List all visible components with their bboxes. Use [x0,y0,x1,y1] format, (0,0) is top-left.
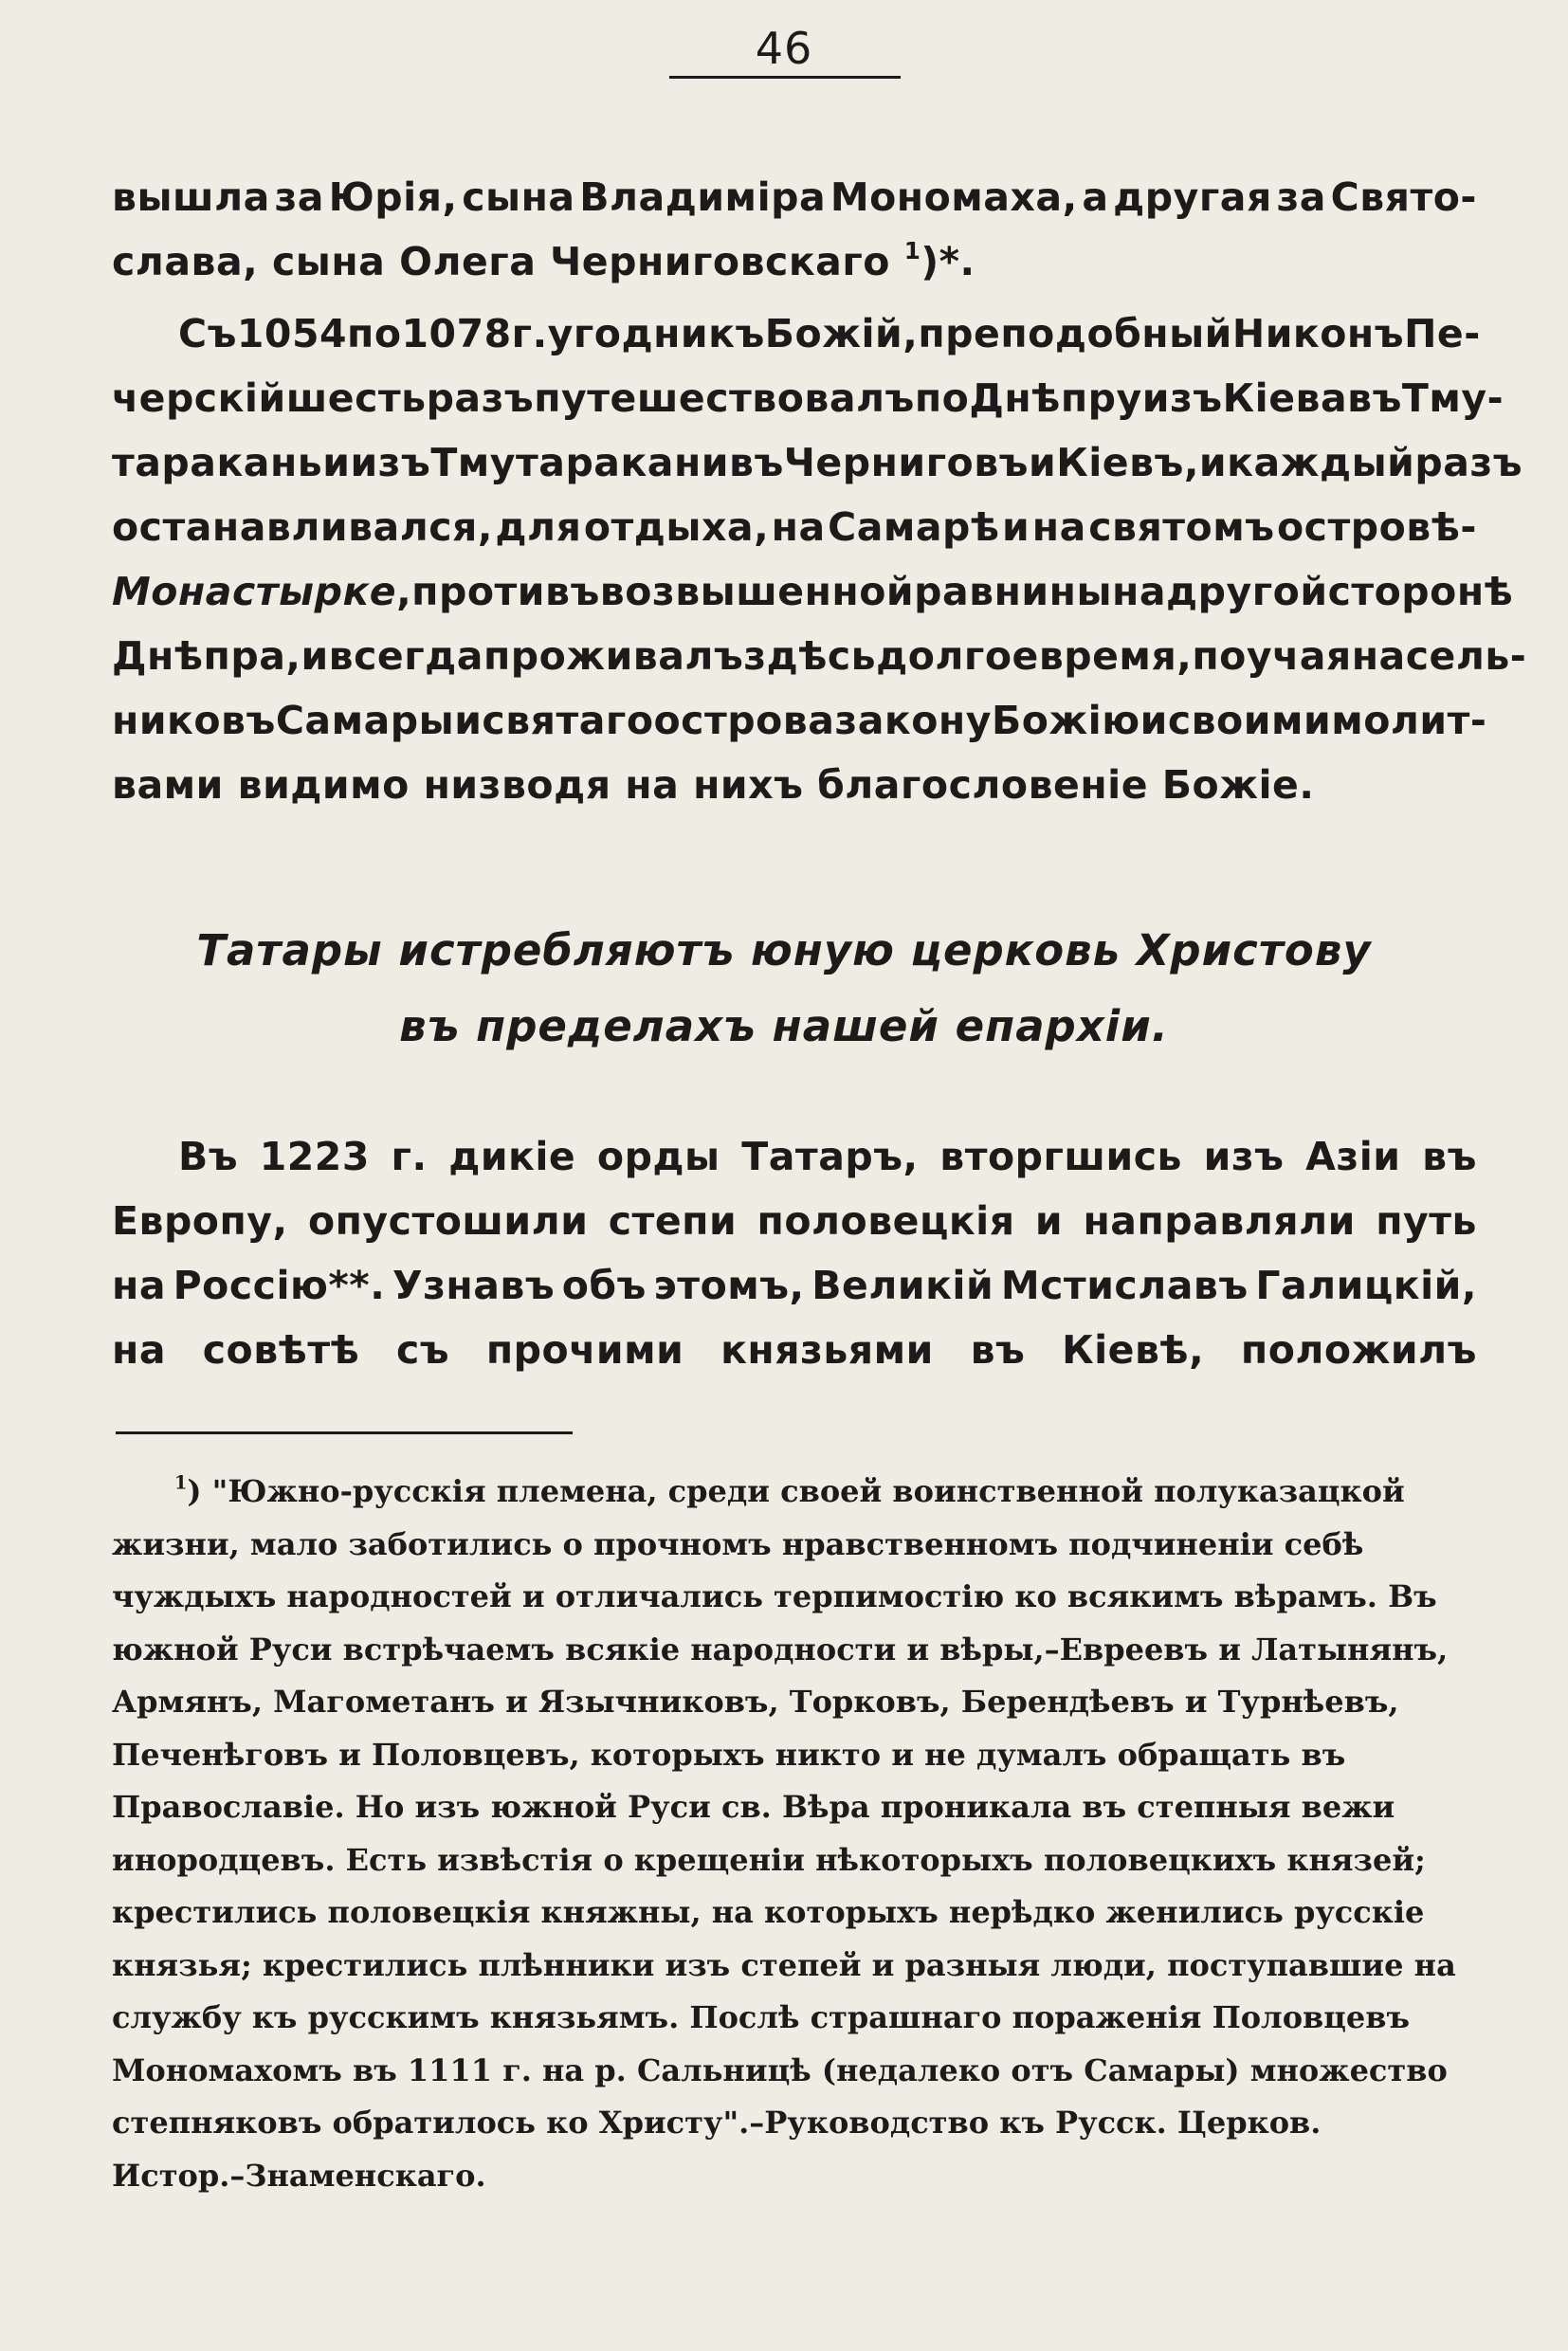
word: и [1140,698,1168,743]
word: никовъ [112,698,276,743]
footnote-line: Армянъ, Магометанъ и Язычниковъ, Торковъ, Берендѣевъ и Турнѣевъ, [112,1684,1399,1720]
word: Божій, [764,311,919,356]
word: угодникъ [547,311,765,356]
word: островѣ- [1277,504,1477,550]
footnote-marker: 1 [174,1471,188,1494]
footnote-line: Печенѣговъ и Половцевъ, которыхъ никто и не думалъ обращать въ [112,1736,1346,1773]
paragraph-line [112,495,1477,559]
word: въ [970,1327,1026,1373]
word: прочими [485,1327,684,1373]
footnote-line: князья; крестились плѣнники изъ степей и разныя люди, поступавшие на [112,1946,1456,1983]
word: Днѣпра, [112,633,301,679]
word: по [347,311,402,356]
word: 1223 [259,1134,370,1179]
word: Пе- [1404,311,1481,356]
word: Юрія, [328,174,458,220]
footnote-line: инородцевъ. Есть извѣстія о крещеніи нѣкоторыхъ половецкихъ князей; [112,1841,1426,1878]
word: на [1112,569,1167,614]
word: черскій [112,375,286,421]
word: этомъ, [653,1263,805,1308]
word: въ [729,440,784,485]
word: здѣсь [743,633,877,679]
heading-line: въ пределахъ нашей епархіи. [399,1001,1169,1051]
word: разъ [1414,440,1523,485]
word: таракань [112,440,323,485]
word: и [1002,504,1030,550]
word: для [495,504,582,550]
word: Божію [991,698,1140,743]
word: острова [653,698,835,743]
word: Съ [178,311,237,356]
word: и [1028,440,1057,485]
word: возвышенной [599,569,915,614]
word: шесть [285,375,427,421]
word: за [1276,174,1326,220]
word: отдыха, [583,504,770,550]
word: проживалъ [483,633,744,679]
word: совѣтѣ [202,1327,360,1373]
word: Татаръ, [741,1134,919,1179]
word: путешествовалъ [534,375,915,421]
word: опустошили [307,1198,589,1244]
word: за [274,174,324,220]
word: г. [511,311,548,356]
word: изъ [1141,375,1223,421]
word: Узнавъ [392,1263,556,1308]
word: сторонѣ [1327,569,1514,614]
word: изъ [1203,1134,1285,1179]
word: вторгшись [939,1134,1182,1179]
paragraph-line [112,559,1514,624]
word: 1054 [236,311,348,356]
paragraph-line [112,1253,1477,1318]
italic-word: Монастырке [112,569,397,614]
footnote-line: службу къ русскимъ князьямъ. Послѣ страшнаго пораженія Половцевъ [112,1999,1411,2035]
paragraph-3 [112,1124,1477,1382]
word: Великій [811,1263,994,1308]
word: преподобный [918,311,1232,356]
footnote-line: южной Руси встрѣчаемъ всякіе народности и вѣры,–Евреевъ и Латынянъ, [112,1631,1449,1668]
word: вышла [112,174,270,220]
word: другой [1166,569,1328,614]
paragraph-line [112,165,1477,229]
heading-line: Татары истребляютъ юную церковь Христову [196,925,1372,975]
word: изъ [350,440,431,485]
word: объ [561,1263,647,1308]
word: на [112,1327,166,1373]
word: другая [1113,174,1272,220]
section-heading [0,913,1568,1065]
paragraph-line [112,1189,1477,1253]
word: 1078 [401,311,512,356]
word: Никонъ [1231,311,1405,356]
word: по [914,375,970,421]
word: Мономаха, [830,174,1078,220]
word: Азіи [1305,1134,1401,1179]
line-text: слава, сына Олега Черниговскаго [112,239,904,284]
word: на [112,1263,166,1308]
word: молит- [1331,698,1487,743]
word: и [1198,440,1228,485]
line-text: ) "Южно-русскія племена, среди своей воинственной полуказацкой [187,1473,1405,1509]
paragraph-line [112,624,1527,688]
word: Самары [275,698,455,743]
word: каждый [1227,440,1415,485]
paragraph-2 [112,301,1527,817]
word: Галицкій, [1255,1263,1477,1308]
footnote [112,1466,1477,2202]
paragraph-1 [112,165,1477,294]
word: Кіева [1222,375,1348,421]
page-number: 46 [755,23,813,74]
footnote-line: Православіе. Но изъ южной Руси св. Вѣра проникала въ степныя вежи [112,1789,1395,1825]
line-text: )*. [921,239,975,284]
word: Россію**. [173,1263,386,1308]
word: Владиміра [579,174,827,220]
word: половецкія [757,1198,1015,1244]
word: Кіевѣ, [1062,1327,1205,1373]
word: насель- [1351,633,1527,679]
word: въ [1347,375,1402,421]
word: направляли [1083,1198,1356,1244]
word: и [322,440,351,485]
word: а [1082,174,1109,220]
footnote-line: крестились половецкія княжны, на которыхъ нерѣдко женились русскіе [112,1894,1425,1930]
footnote-line: Истор.–Знаменскаго. [112,2157,486,2194]
footnote-line [112,1466,1477,1519]
paragraph-line [112,1124,1477,1189]
word: Самарѣ [828,504,1000,550]
word: Свято- [1330,174,1477,220]
word: своими [1167,698,1332,743]
word: долгое [876,633,1039,679]
footnote-line: жизни, мало заботились о прочномъ нравственномъ подчиненіи себѣ [112,1525,1364,1562]
word: положилъ [1240,1327,1477,1373]
word: закону [834,698,992,743]
word: и [301,633,329,679]
word: поучая [1192,633,1352,679]
word: святаго [482,698,654,743]
word: на [771,504,826,550]
paragraph-line [112,688,1487,753]
footnote-line: степняковъ обратилось ко Христу".–Руководство къ Русск. Церков. [112,2105,1322,2141]
word: Мстиславъ [1000,1263,1249,1308]
word: степи [608,1198,738,1244]
word: святомъ [1088,504,1275,550]
footnote-line: Мономахомъ въ 1111 г. на р. Сальницѣ (недалеко отъ Самары) множество [112,2051,1448,2088]
word: г. [391,1134,428,1179]
paragraph-line [112,1318,1477,1382]
word: Тму- [1401,375,1504,421]
word: Монастырке, [112,569,412,614]
word: Днѣпру [969,375,1142,421]
word: и [1034,1198,1064,1244]
word: время, [1038,633,1193,679]
word: Европу, [112,1198,288,1244]
word: князьями [720,1327,934,1373]
paragraph-line [112,366,1504,430]
word: разъ [426,375,535,421]
word: Черниговъ [783,440,1029,485]
word: равнины [914,569,1113,614]
word: и [454,698,483,743]
paragraph-line [112,430,1523,495]
word: съ [396,1327,450,1373]
word: путь [1376,1198,1477,1244]
paragraph-line [112,301,1481,366]
paragraph-line: вами видимо низводя на нихъ благословеніе Божіе. [112,762,1315,808]
word: Кіевъ, [1056,440,1199,485]
word: дикіе [448,1134,576,1179]
word: на [1031,504,1086,550]
word: противъ [411,569,600,614]
word: Въ [178,1134,239,1179]
word: въ [1422,1134,1477,1179]
word: орды [596,1134,720,1179]
word: всегда [328,633,483,679]
footnote-rule [116,1431,573,1434]
word: останавливался, [112,504,493,550]
word: Тмутаракани [430,440,730,485]
footnote-ref: 1 [903,236,921,264]
paragraph-line [112,229,1477,294]
footnote-line: чуждыхъ народностей и отличались терпимостію ко всякимъ вѣрамъ. Въ [112,1578,1437,1614]
word: сына [462,174,575,220]
page-number-rule [669,76,901,79]
